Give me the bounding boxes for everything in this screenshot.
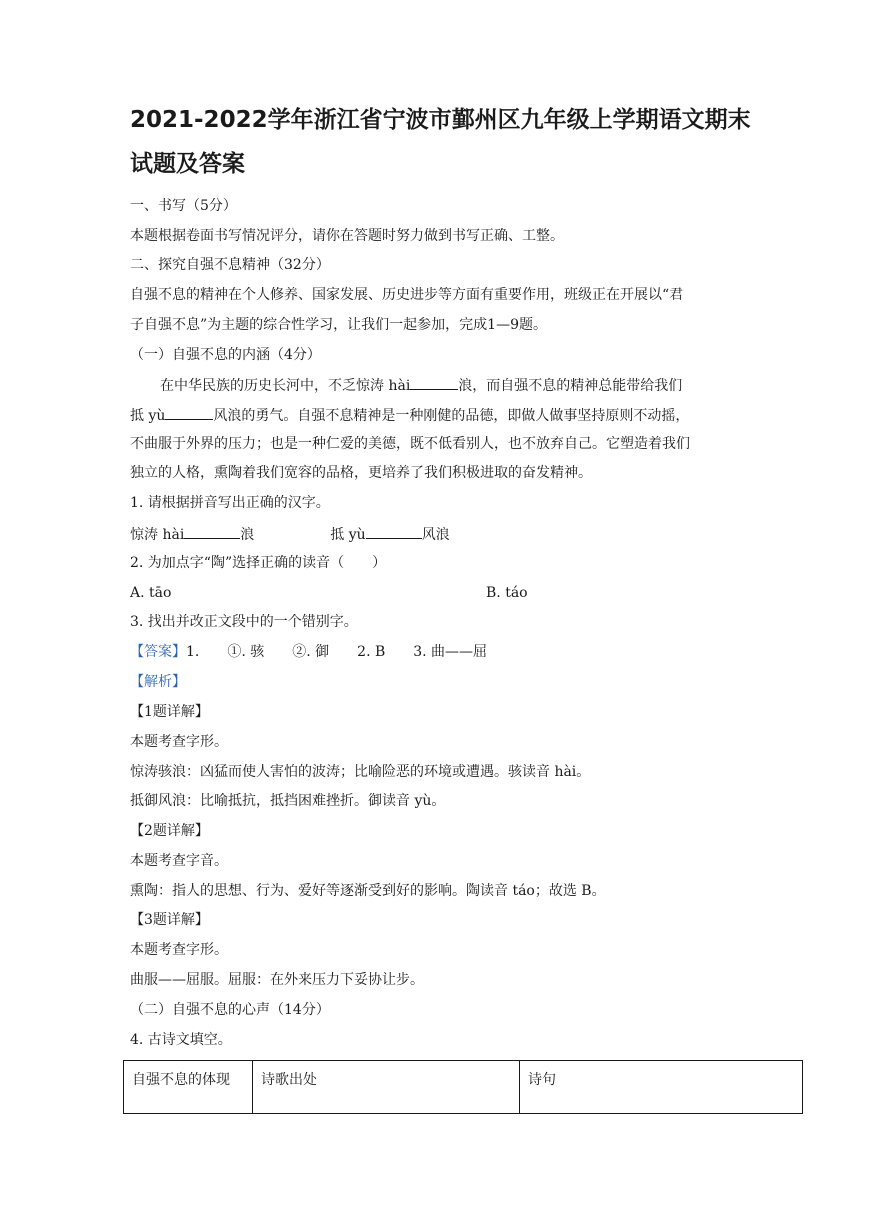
answer-blank: [165, 405, 213, 420]
section-1-heading: 一、书写（5分）: [130, 198, 237, 214]
answer-label: 【答案】: [130, 644, 186, 660]
part-1-heading: （一）自强不息的内涵（4分）: [130, 347, 321, 363]
detail-2-heading: 【2题详解】: [130, 823, 209, 839]
passage-line-2: [130, 405, 689, 425]
answer-line: [130, 643, 487, 661]
question-1-a-before: 惊涛 hài: [130, 527, 185, 543]
detail-3-line-1: 本题考查字形。: [130, 942, 228, 958]
passage-line-3: 不曲服于外界的压力；也是一种仁爱的美德，既不低看别人，也不放弃自己。它塑造着我们: [130, 436, 690, 452]
section-2-heading: 二、探究自强不息精神（32分）: [130, 257, 330, 273]
section-2-intro-line-1: 自强不息的精神在个人修养、国家发展、历史进步等方面有重要作用，班级正在开展以“君: [130, 287, 684, 303]
passage-line-4: 独立的人格，熏陶着我们宽容的品格，更培养了我们积极进取的奋发精神。: [130, 465, 592, 481]
passage-line-1-after: 浪，而自强不息的精神总能带给我们: [458, 378, 683, 394]
answer-blank: [410, 375, 458, 390]
detail-2-line-2: 熏陶：指人的思想、行为、爱好等逐渐受到好的影响。陶读音 táo；故选 B。: [130, 883, 606, 899]
question-1-b-after: 风浪: [421, 527, 450, 543]
question-1-a-after: 浪: [240, 527, 255, 543]
question-3: 3. 找出并改正文段中的一个错别字。: [130, 614, 358, 630]
passage-line-2-after: 风浪的勇气。自强不息精神是一种刚健的品德，即做人做事坚持原则不动摇，: [213, 408, 690, 424]
section-2-intro-line-2: 子自强不息”为主题的综合性学习，让我们一起参加，完成1—9题。: [130, 317, 547, 333]
question-1: 1. 请根据拼音写出正确的汉字。: [130, 495, 330, 511]
question-2: 2. 为加点字“陶”选择正确的读音（ ）: [130, 555, 387, 571]
detail-3-line-2: 曲服——屈服。屈服：在外来压力下妥协让步。: [130, 972, 424, 988]
question-2-option-b: B. táo: [486, 585, 528, 601]
table-header-cell: 诗句: [520, 1061, 803, 1114]
passage-line-2-before: 抵 yù: [130, 408, 166, 424]
detail-1-line-2: 惊涛骇浪：凶猛而使人害怕的波涛；比喻险恶的环境或遭遇。骇读音 hài。: [130, 764, 591, 780]
answer-blank: [184, 524, 240, 539]
table-header-cell: 诗歌出处: [253, 1061, 520, 1114]
analysis-label: 【解析】: [130, 674, 186, 690]
detail-1-line-1: 本题考查字形。: [130, 734, 228, 750]
question-1-b-before: 抵 yù: [330, 527, 366, 543]
question-1-items: [130, 524, 450, 544]
question-4: 4. 古诗文填空。: [130, 1032, 232, 1048]
answer-text: 1. ①. 骇 ②. 御 2. B 3. 曲——屈: [186, 644, 488, 660]
answer-blank: [366, 524, 422, 539]
passage-line-1-before: 在中华民族的历史长河中，不乏惊涛 hài: [160, 378, 411, 394]
question-2-option-a: A. tāo: [130, 585, 172, 601]
detail-1-line-3: 抵御风浪：比喻抵抗，抵挡困难挫折。御读音 yù。: [130, 793, 446, 809]
detail-2-line-1: 本题考查字音。: [130, 853, 228, 869]
section-1-text: 本题根据卷面书写情况评分，请你在答题时努力做到书写正确、工整。: [130, 228, 564, 244]
part-2-heading: （二）自强不息的心声（14分）: [130, 1002, 330, 1018]
document-title-line-1: 2021-2022学年浙江省宁波市鄞州区九年级上学期语文期末: [130, 107, 751, 133]
poetry-table: [123, 1060, 803, 1114]
table-header-cell: 自强不息的体现: [124, 1061, 253, 1114]
document-title-line-2: 试题及答案: [130, 151, 245, 177]
detail-1-heading: 【1题详解】: [130, 704, 209, 720]
passage-line-1: [160, 375, 682, 395]
detail-3-heading: 【3题详解】: [130, 912, 209, 928]
table-row: [124, 1061, 803, 1114]
